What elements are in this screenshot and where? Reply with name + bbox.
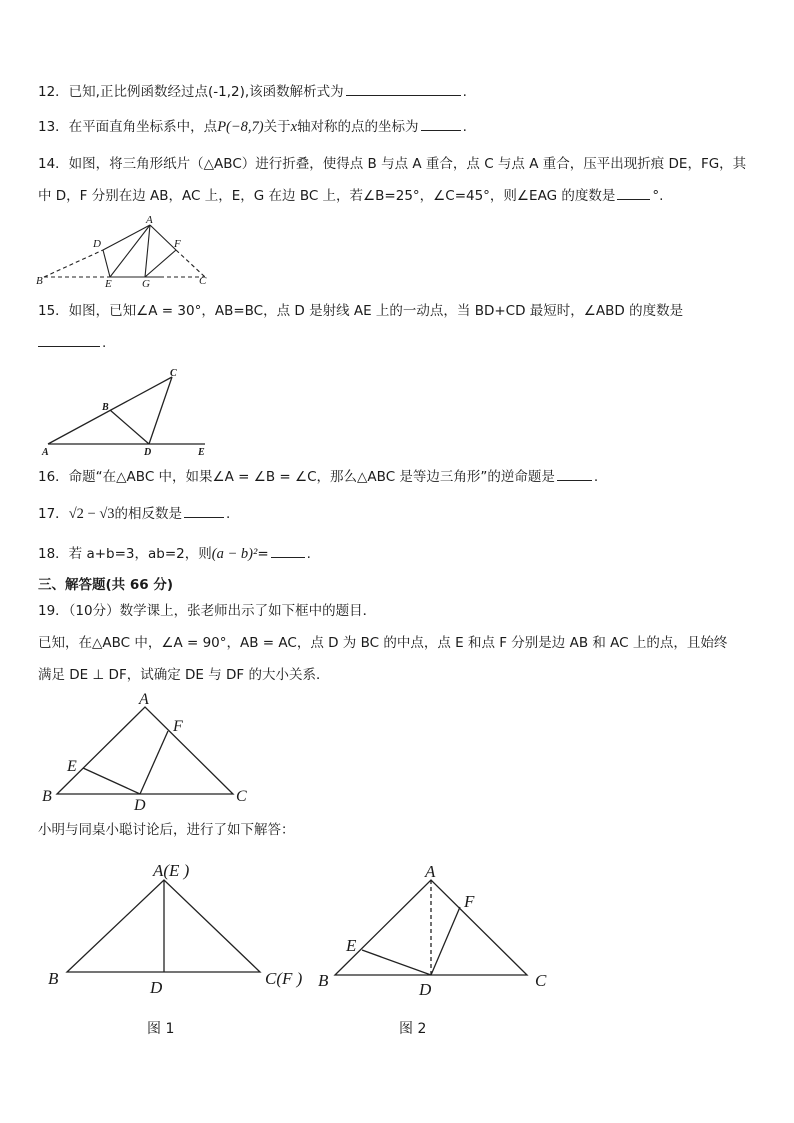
q13-text: 13．在平面直角坐标系中，点: [38, 119, 218, 135]
fig2-label-A: A: [425, 862, 436, 881]
q17-expression: √2 − √3: [68, 506, 115, 522]
fig14-label-D: D: [93, 238, 101, 250]
q18-text: 18．若 a+b=3，ab=2，则: [38, 546, 212, 562]
q16-text: 16．命题“在△ABC 中，如果∠A = ∠B = ∠C，那么△ABC 是等边三角形”的逆命题是: [38, 469, 555, 485]
fig1-label-AE: A(E ): [153, 861, 190, 880]
fig15-label-E: E: [198, 447, 205, 458]
fig15-label-D: D: [144, 447, 152, 458]
fig15-label-A: A: [42, 447, 49, 458]
discussion-text: 小明与同桌小聪讨论后，进行了如下解答：: [38, 822, 295, 838]
fig1-label-CF: C(F ): [265, 969, 303, 988]
fig14-label-E: E: [105, 278, 112, 290]
q16-period: .: [593, 469, 599, 485]
fig2-label-C: C: [535, 971, 547, 990]
fig1-label-D: D: [150, 978, 163, 997]
fig14-label-B: B: [36, 275, 43, 287]
fig15-label-C: C: [170, 368, 177, 379]
q15-period: .: [102, 335, 107, 351]
q13-text-2: 关于: [263, 119, 291, 135]
fig2-label-B: B: [318, 971, 329, 990]
fig19-label-C: C: [236, 788, 247, 805]
fig19-label-D: D: [134, 797, 146, 814]
fig15-label-B: B: [102, 402, 109, 413]
q18-expression: (a − b)²: [211, 546, 258, 562]
q18-period: .: [306, 546, 311, 562]
q13-axis: x: [290, 119, 298, 135]
q17-period: .: [226, 506, 231, 522]
figure-1-caption: 图 1: [147, 1021, 175, 1037]
fig2-label-D: D: [419, 980, 432, 999]
q14-text: 中 D，F 分别在边 AB，AC 上，E，G 在边 BC 上，若∠B=25°，∠C=45°，则∠EAG 的度数是: [38, 188, 616, 204]
section-heading: 三、解答题(共 66 分): [38, 577, 174, 593]
q17-text: 的相反数是: [114, 506, 183, 522]
q14-degree: °.: [652, 188, 664, 204]
q12-text: 12．已知,正比例函数经过点(-1,2),该函数解析式为: [38, 84, 344, 100]
q13-period: .: [462, 119, 467, 135]
q13-text-3: 轴对称的点的坐标为: [297, 119, 419, 135]
question-14-line-1: 14．如图，将三角形纸片（△ABC）进行折叠，使得点 B 与点 A 重合，点 C 与点 A 重合，压平出现折痕 DE，FG，其: [38, 156, 747, 172]
fig19-label-E: E: [67, 758, 77, 775]
figure-2-caption: 图 2: [399, 1021, 427, 1037]
q17-number: 17．: [38, 506, 69, 522]
fig14-label-C: C: [199, 275, 207, 287]
fig19-label-F: F: [173, 718, 183, 735]
fig19-label-B: B: [42, 788, 52, 805]
q12-period: .: [462, 84, 467, 100]
fig2-label-F: F: [464, 892, 475, 911]
question-19-intro: 19．（10分）数学课上，张老师出示了如下框中的题目．: [38, 603, 377, 619]
question-19-line-2: 满足 DE ⊥ DF，试确定 DE 与 DF 的大小关系．: [38, 667, 330, 683]
fig2-label-E: E: [346, 936, 357, 955]
fig1-label-B: B: [48, 969, 59, 988]
fig14-label-A: A: [146, 214, 153, 226]
q13-point: P(−8,7): [217, 119, 264, 135]
fig19-label-A: A: [139, 691, 149, 708]
fig14-label-F: F: [174, 238, 181, 250]
question-19-line-1: 已知，在△ABC 中，∠A = 90°，AB = AC，点 D 为 BC 的中点，点 E 和点 F 分别是边 AB 和 AC 上的点，且始终: [38, 635, 728, 651]
q18-equals: =: [257, 546, 269, 562]
fig14-label-G: G: [142, 278, 150, 290]
question-15-line-1: 15．如图，已知∠A = 30°，AB=BC，点 D 是射线 AE 上的一动点，当 BD+CD 最短时，∠ABD 的度数是: [38, 303, 684, 319]
